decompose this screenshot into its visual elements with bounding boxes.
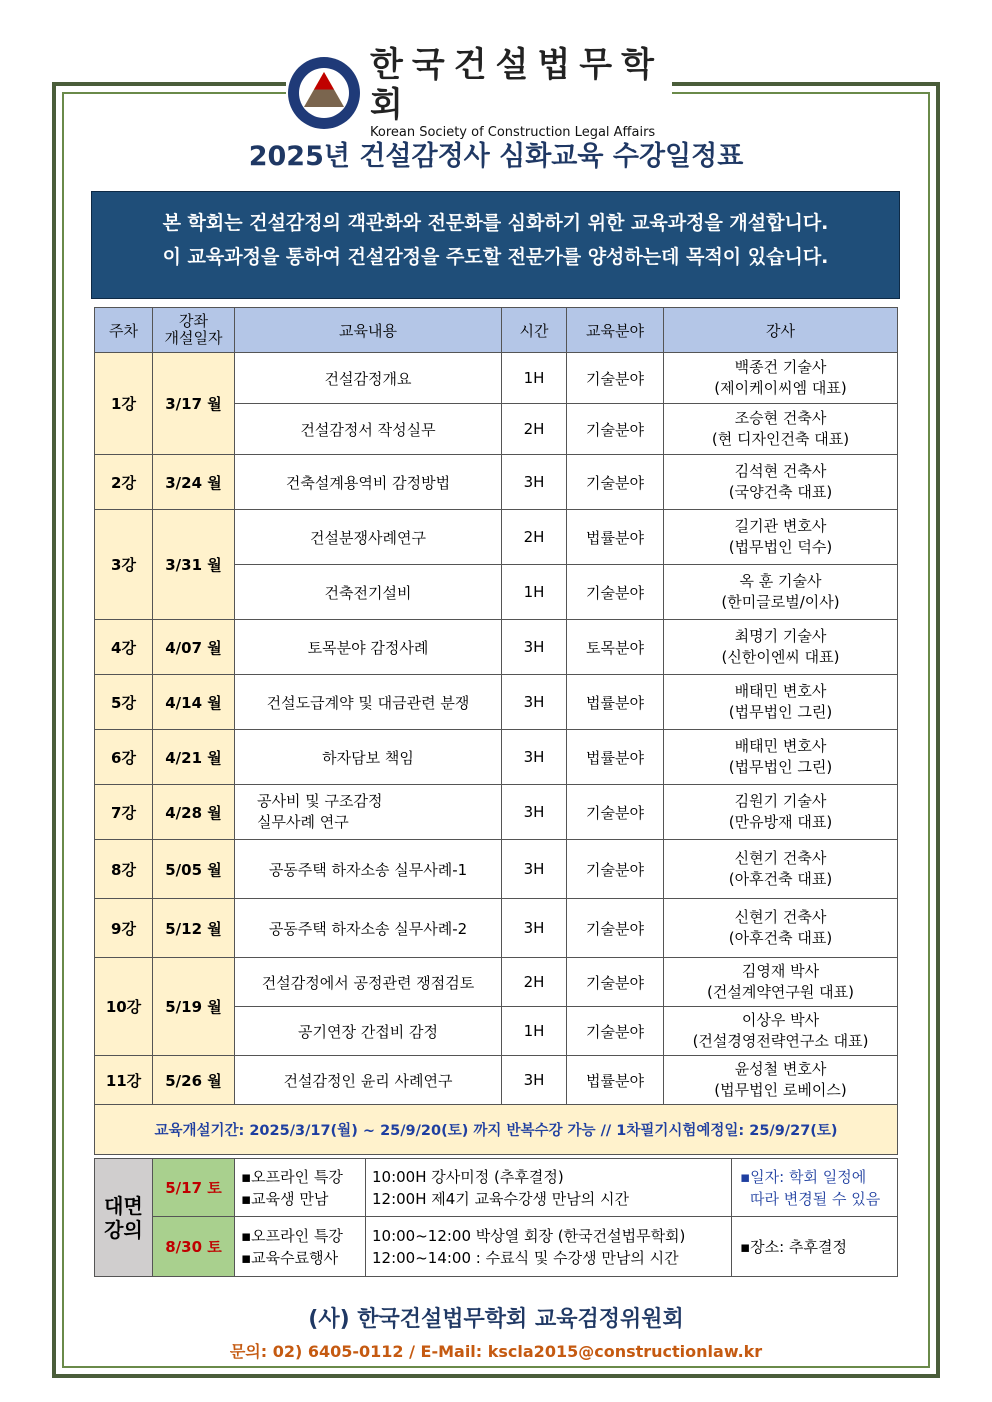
footer-org: (사) 한국건설법무학회 교육검정위원회 bbox=[308, 1307, 684, 1332]
instructor-affiliation: (신한이엔씨 대표) bbox=[721, 648, 840, 666]
instructor-name: 윤성철 변호사 bbox=[734, 1060, 827, 1078]
content-cell: 건축설계용역비 감정방법 bbox=[235, 455, 502, 510]
instructor-affiliation: (국양건축 대표) bbox=[728, 483, 833, 501]
instructor-cell bbox=[664, 404, 898, 455]
f2f-label bbox=[95, 1159, 153, 1277]
course-period-note: 교육개설기간: 2025/3/17(월) ~ 25/9/20(토) 까지 반복수강 가능 // 1차필기시험예정일: 25/9/27(토) bbox=[95, 1105, 898, 1155]
f2f-detail-line1: 10:00H 강사미정 (추후결정) bbox=[372, 1167, 564, 1186]
f2f-type-line1: ▪오프라인 특강 bbox=[241, 1167, 343, 1186]
f2f-type bbox=[235, 1217, 366, 1277]
time-cell: 1H bbox=[502, 1007, 567, 1056]
table-row bbox=[95, 353, 898, 404]
f2f-date: 8/30 토 bbox=[153, 1217, 235, 1277]
f2f-detail-line2: 12:00~14:00 : 수료식 및 수강생 만남의 시간 bbox=[372, 1248, 679, 1267]
instructor-affiliation: (법무법인 그린) bbox=[728, 703, 833, 721]
time-cell: 2H bbox=[502, 404, 567, 455]
date-cell: 4/07 월 bbox=[153, 620, 235, 675]
instructor-cell bbox=[664, 353, 898, 404]
instructor-affiliation: (아후건축 대표) bbox=[728, 929, 833, 947]
instructor-cell bbox=[664, 785, 898, 840]
instructor-name: 배태민 변호사 bbox=[734, 682, 827, 700]
content-line-1: 공사비 및 구조감정 bbox=[257, 792, 383, 810]
intro-line-1: 본 학회는 건설감정의 객관화와 전문화를 심화하기 위한 교육과정을 개설합니다. bbox=[162, 212, 829, 234]
instructor-name: 김영재 박사 bbox=[741, 962, 820, 980]
instructor-name: 최명기 기술사 bbox=[734, 627, 827, 645]
field-cell: 기술분야 bbox=[567, 785, 664, 840]
date-cell: 5/19 월 bbox=[153, 958, 235, 1056]
instructor-affiliation: (법무법인 그린) bbox=[728, 758, 833, 776]
week-cell: 5강 bbox=[95, 675, 153, 730]
week-cell: 6강 bbox=[95, 730, 153, 785]
f2f-detail-line2: 12:00H 제4기 교육수강생 만남의 시간 bbox=[372, 1189, 630, 1208]
time-cell: 3H bbox=[502, 675, 567, 730]
f2f-row bbox=[95, 1217, 898, 1277]
instructor-name: 신현기 건축사 bbox=[734, 908, 827, 926]
time-cell: 3H bbox=[502, 899, 567, 958]
field-cell: 기술분야 bbox=[567, 899, 664, 958]
field-cell: 기술분야 bbox=[567, 404, 664, 455]
header-date bbox=[153, 308, 235, 353]
f2f-note-place: ▪장소: 추후결정 bbox=[732, 1217, 898, 1277]
content-cell: 건설감정개요 bbox=[235, 353, 502, 404]
instructor-cell bbox=[664, 620, 898, 675]
table-header-row bbox=[95, 308, 898, 353]
instructor-cell bbox=[664, 1007, 898, 1056]
instructor-name: 옥 훈 기술사 bbox=[739, 572, 822, 590]
content-cell: 공동주택 하자소송 실무사례-1 bbox=[235, 840, 502, 899]
week-cell: 8강 bbox=[95, 840, 153, 899]
f2f-type bbox=[235, 1159, 366, 1217]
content-cell: 건설도급계약 및 대금관련 분쟁 bbox=[235, 675, 502, 730]
instructor-affiliation: (한미글로벌/이사) bbox=[721, 593, 840, 611]
f2f-note-line1: ▪일자: 학회 일정에 bbox=[740, 1167, 867, 1186]
week-cell: 1강 bbox=[95, 353, 153, 455]
field-cell: 기술분야 bbox=[567, 353, 664, 404]
time-cell: 3H bbox=[502, 730, 567, 785]
intro-line-2: 이 교육과정을 통하여 건설감정을 주도할 전문가를 양성하는데 목적이 있습니다. bbox=[162, 246, 829, 268]
table-row bbox=[95, 730, 898, 785]
week-cell: 2강 bbox=[95, 455, 153, 510]
table-row bbox=[95, 899, 898, 958]
field-cell: 기술분야 bbox=[567, 455, 664, 510]
time-cell: 3H bbox=[502, 785, 567, 840]
instructor-affiliation: (법무법인 덕수) bbox=[728, 538, 833, 556]
period-row bbox=[95, 1105, 898, 1155]
f2f-type-line2: ▪교육생 만남 bbox=[241, 1189, 329, 1208]
instructor-cell bbox=[664, 675, 898, 730]
f2f-note-schedule bbox=[732, 1159, 898, 1217]
week-cell: 3강 bbox=[95, 510, 153, 620]
f2f-note-line2: 따라 변경될 수 있음 bbox=[750, 1189, 881, 1208]
table-row bbox=[95, 840, 898, 899]
instructor-name: 이상우 박사 bbox=[741, 1011, 820, 1029]
instructor-cell bbox=[664, 565, 898, 620]
time-cell: 3H bbox=[502, 455, 567, 510]
header-week: 주차 bbox=[95, 308, 153, 353]
content-cell: 공기연장 간접비 감정 bbox=[235, 1007, 502, 1056]
header-date-line1: 강좌 bbox=[179, 312, 208, 330]
table-row bbox=[95, 785, 898, 840]
header-field: 교육분야 bbox=[567, 308, 664, 353]
f2f-type-line2: ▪교육수료행사 bbox=[241, 1248, 339, 1267]
instructor-name: 길기관 변호사 bbox=[734, 517, 827, 535]
page-title: 2025년 건설감정사 심화교육 수강일정표 bbox=[248, 141, 744, 172]
instructor-cell bbox=[664, 840, 898, 899]
date-cell: 3/17 월 bbox=[153, 353, 235, 455]
instructor-affiliation: (현 디자인건축 대표) bbox=[711, 430, 850, 448]
instructor-cell bbox=[664, 899, 898, 958]
table-row bbox=[95, 958, 898, 1007]
instructor-name: 백종건 기술사 bbox=[734, 358, 827, 376]
time-cell: 3H bbox=[502, 620, 567, 675]
table-row bbox=[95, 1056, 898, 1105]
field-cell: 기술분야 bbox=[567, 958, 664, 1007]
instructor-cell bbox=[664, 455, 898, 510]
table-row bbox=[95, 675, 898, 730]
table-row bbox=[95, 620, 898, 675]
date-cell: 5/05 월 bbox=[153, 840, 235, 899]
f2f-type-line1: ▪오프라인 특강 bbox=[241, 1226, 343, 1245]
week-cell: 4강 bbox=[95, 620, 153, 675]
instructor-cell bbox=[664, 958, 898, 1007]
org-name-english: Korean Society of Construction Legal Affairs bbox=[370, 125, 656, 140]
f2f-date: 5/17 토 bbox=[153, 1159, 235, 1217]
instructor-affiliation: (아후건축 대표) bbox=[728, 870, 833, 888]
instructor-affiliation: (건설계약연구원 대표) bbox=[707, 983, 854, 1001]
field-cell: 기술분야 bbox=[567, 840, 664, 899]
week-cell: 7강 bbox=[95, 785, 153, 840]
date-cell: 5/12 월 bbox=[153, 899, 235, 958]
date-cell: 5/26 월 bbox=[153, 1056, 235, 1105]
schedule-table bbox=[94, 307, 898, 1155]
instructor-affiliation: (제이케이씨엠 대표) bbox=[714, 379, 847, 397]
instructor-cell bbox=[664, 510, 898, 565]
f2f-label-line1: 대면 bbox=[104, 1193, 143, 1218]
field-cell: 토목분야 bbox=[567, 620, 664, 675]
field-cell: 법률분야 bbox=[567, 1056, 664, 1105]
instructor-name: 신현기 건축사 bbox=[734, 849, 827, 867]
instructor-affiliation: (법무법인 로베이스) bbox=[714, 1081, 847, 1099]
header-time: 시간 bbox=[502, 308, 567, 353]
header bbox=[286, 45, 672, 140]
table-row bbox=[95, 455, 898, 510]
content-cell: 하자담보 책임 bbox=[235, 730, 502, 785]
instructor-name: 김원기 기술사 bbox=[734, 792, 827, 810]
f2f-row bbox=[95, 1159, 898, 1217]
content-cell: 건설감정인 윤리 사례연구 bbox=[235, 1056, 502, 1105]
instructor-cell bbox=[664, 1056, 898, 1105]
date-cell: 3/24 월 bbox=[153, 455, 235, 510]
time-cell: 1H bbox=[502, 565, 567, 620]
content-cell: 공동주택 하자소송 실무사례-2 bbox=[235, 899, 502, 958]
week-cell: 10강 bbox=[95, 958, 153, 1056]
intro-box bbox=[91, 191, 900, 299]
time-cell: 2H bbox=[502, 958, 567, 1007]
org-name-korean: 한국건설법무학회 bbox=[370, 45, 663, 125]
date-cell: 4/14 월 bbox=[153, 675, 235, 730]
table-row bbox=[95, 510, 898, 565]
field-cell: 법률분야 bbox=[567, 675, 664, 730]
content-cell: 건설감정에서 공정관련 쟁점검토 bbox=[235, 958, 502, 1007]
instructor-name: 김석현 건축사 bbox=[734, 462, 827, 480]
week-cell: 11강 bbox=[95, 1056, 153, 1105]
header-date-line2: 개설일자 bbox=[164, 329, 223, 347]
content-cell: 건설분쟁사례연구 bbox=[235, 510, 502, 565]
face-to-face-table bbox=[94, 1158, 898, 1277]
content-cell: 토목분야 감정사례 bbox=[235, 620, 502, 675]
instructor-cell bbox=[664, 730, 898, 785]
f2f-detail-line1: 10:00~12:00 박상열 회장 (한국건설법무학회) bbox=[372, 1226, 686, 1245]
content-cell: 건설감정서 작성실무 bbox=[235, 404, 502, 455]
content-line-2: 실무사례 연구 bbox=[257, 813, 349, 831]
f2f-label-line2: 강의 bbox=[104, 1217, 143, 1242]
field-cell: 기술분야 bbox=[567, 565, 664, 620]
instructor-name: 배태민 변호사 bbox=[734, 737, 827, 755]
time-cell: 3H bbox=[502, 840, 567, 899]
date-cell: 3/31 월 bbox=[153, 510, 235, 620]
date-cell: 4/28 월 bbox=[153, 785, 235, 840]
content-cell bbox=[235, 785, 502, 840]
time-cell: 1H bbox=[502, 353, 567, 404]
field-cell: 법률분야 bbox=[567, 510, 664, 565]
header-content: 교육내용 bbox=[235, 308, 502, 353]
content-cell: 건축전기설비 bbox=[235, 565, 502, 620]
date-cell: 4/21 월 bbox=[153, 730, 235, 785]
field-cell: 법률분야 bbox=[567, 730, 664, 785]
f2f-detail bbox=[366, 1217, 732, 1277]
society-logo-icon bbox=[286, 55, 362, 131]
footer-contact: 문의: 02) 6405-0112 / E-Mail: kscla2015@constructionlaw.kr bbox=[229, 1342, 763, 1361]
field-cell: 기술분야 bbox=[567, 1007, 664, 1056]
instructor-name: 조승현 건축사 bbox=[734, 409, 827, 427]
time-cell: 2H bbox=[502, 510, 567, 565]
instructor-affiliation: (만유방재 대표) bbox=[728, 813, 833, 831]
time-cell: 3H bbox=[502, 1056, 567, 1105]
instructor-affiliation: (건설경영전략연구소 대표) bbox=[692, 1032, 869, 1050]
header-instructor: 강사 bbox=[664, 308, 898, 353]
f2f-detail bbox=[366, 1159, 732, 1217]
week-cell: 9강 bbox=[95, 899, 153, 958]
